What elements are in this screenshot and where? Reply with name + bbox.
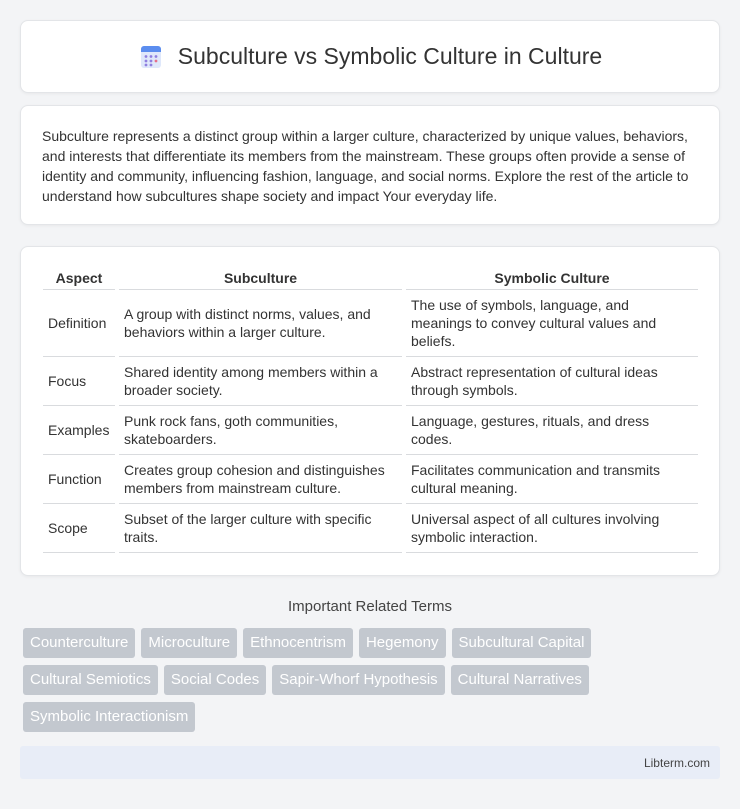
table-cell-aspect: Function [43,455,115,504]
document-grid-icon [138,44,164,70]
footer [20,746,720,779]
tag-symbolic-interactionism[interactable]: Symbolic Interactionism [23,702,195,732]
intro-card [20,105,720,225]
table-cell-aspect: Definition [43,290,115,357]
table-cell-symbolic-culture: Facilitates communication and transmits cultural meaning. [406,455,698,504]
column-header-subculture: Subculture [119,267,402,290]
tag-subcultural-capital[interactable]: Subcultural Capital [452,628,592,658]
header-card [20,20,720,93]
related-terms-section [20,598,720,732]
table-cell-aspect: Examples [43,406,115,455]
table-row [43,504,698,553]
page-title: Subculture vs Symbolic Culture in Culture [177,43,603,69]
comparison-table [39,267,702,553]
intro-text: Subculture represents a distinct group within a larger culture, characterized by unique values, behaviors, and interests that differentiate its members from the mainstream. These groups often provide a sense of identity and community, influencing fashion, language, and social norms. Explore the rest of the article to understand how subcultures shape society and impact Your everyday life. [42,128,689,204]
tag-hegemony[interactable]: Hegemony [359,628,446,658]
table-cell-symbolic-culture: Language, gestures, rituals, and dress codes. [406,406,698,455]
table-cell-aspect: Scope [43,504,115,553]
table-cell-subculture: Creates group cohesion and distinguishes members from mainstream culture. [119,455,402,504]
table-row [43,290,698,357]
table-row [43,406,698,455]
tag-cultural-narratives[interactable]: Cultural Narratives [451,665,589,695]
table-cell-subculture: Punk rock fans, goth communities, skateboarders. [119,406,402,455]
table-cell-subculture: Subset of the larger culture with specific traits. [119,504,402,553]
related-terms-title: Important Related Terms [288,598,452,615]
table-cell-symbolic-culture: Abstract representation of cultural ideas through symbols. [406,357,698,406]
table-cell-subculture: A group with distinct norms, values, and behaviors within a larger culture. [119,290,402,357]
table-cell-symbolic-culture: Universal aspect of all cultures involving symbolic interaction. [406,504,698,553]
table-cell-aspect: Focus [43,357,115,406]
related-terms-tags [20,628,720,732]
table-row [43,455,698,504]
tag-microculture[interactable]: Microculture [141,628,237,658]
tag-social-codes[interactable]: Social Codes [164,665,266,695]
tag-counterculture[interactable]: Counterculture [23,628,135,658]
table-row [43,357,698,406]
tag-ethnocentrism[interactable]: Ethnocentrism [243,628,353,658]
footer-site-link[interactable]: Libterm.com [643,755,710,770]
comparison-table-card [20,246,720,576]
tag-cultural-semiotics[interactable]: Cultural Semiotics [23,665,158,695]
table-cell-symbolic-culture: The use of symbols, language, and meanings to convey cultural values and beliefs. [406,290,698,357]
column-header-symbolic-culture: Symbolic Culture [406,267,698,290]
table-cell-subculture: Shared identity among members within a broader society. [119,357,402,406]
tag-sapir-whorf-hypothesis[interactable]: Sapir-Whorf Hypothesis [272,665,444,695]
table-header-row [43,267,698,290]
column-header-aspect: Aspect [43,267,115,290]
